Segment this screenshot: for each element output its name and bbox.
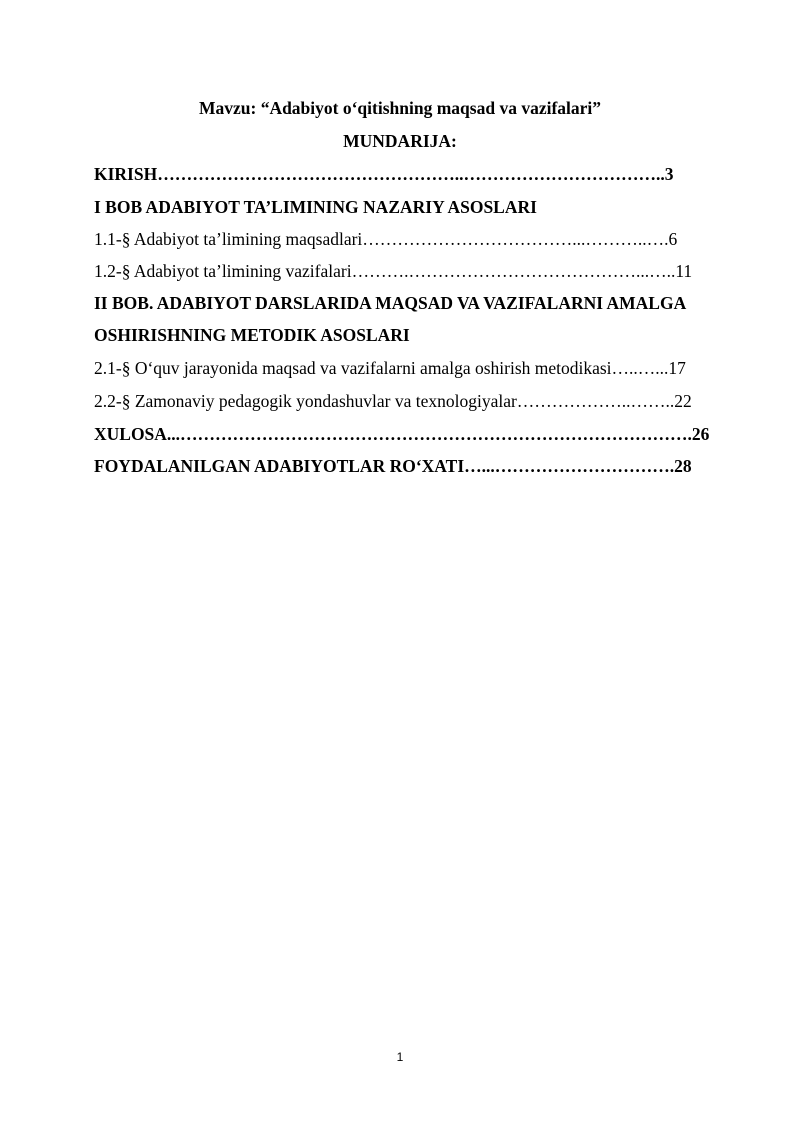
document-topic: Mavzu: “Adabiyot o‘qitishning maqsad va vazifalari” (198, 98, 602, 118)
toc-entry-bibliography: FOYDALANILGAN ADABIYOTLAR RO‘XATI…...………………………….28 (94, 456, 692, 476)
toc-section-2-2: 2.2-§ Zamonaviy pedagogik yondashuvlar va texnologiyalar………………..……..22 (94, 391, 692, 411)
toc-chapter-2-line-2: OSHIRISHNING METODIK ASOSLARI (94, 325, 410, 345)
toc-entry-xulosa: XULOSA...…………………………………………………………………………….26 (94, 424, 710, 444)
toc-section-2-1: 2.1-§ O‘quv jarayonida maqsad va vazifalarni amalga oshirish metodikasi…..…...17 (94, 358, 686, 378)
toc-chapter-2-line-1: II BOB. ADABIYOT DARSLARIDA MAQSAD VA VAZIFALARNI AMALGA (94, 293, 687, 313)
toc-section-1-1: 1.1-§ Adabiyot ta’limining maqsadlari………………………………...………..….6 (94, 229, 678, 249)
contents-heading: MUNDARIJA: (343, 131, 457, 151)
toc-section-1-2: 1.2-§ Adabiyot ta’limining vazifalari……….…………………………………...…..11 (94, 261, 693, 281)
toc-chapter-1: I BOB ADABIYOT TA’LIMINING NAZARIY ASOSLARI (94, 197, 537, 217)
toc-entry-kirish: KIRISH……………………………………………..……………………………..3 (94, 164, 674, 184)
page-number: 1 (396, 1050, 404, 1064)
